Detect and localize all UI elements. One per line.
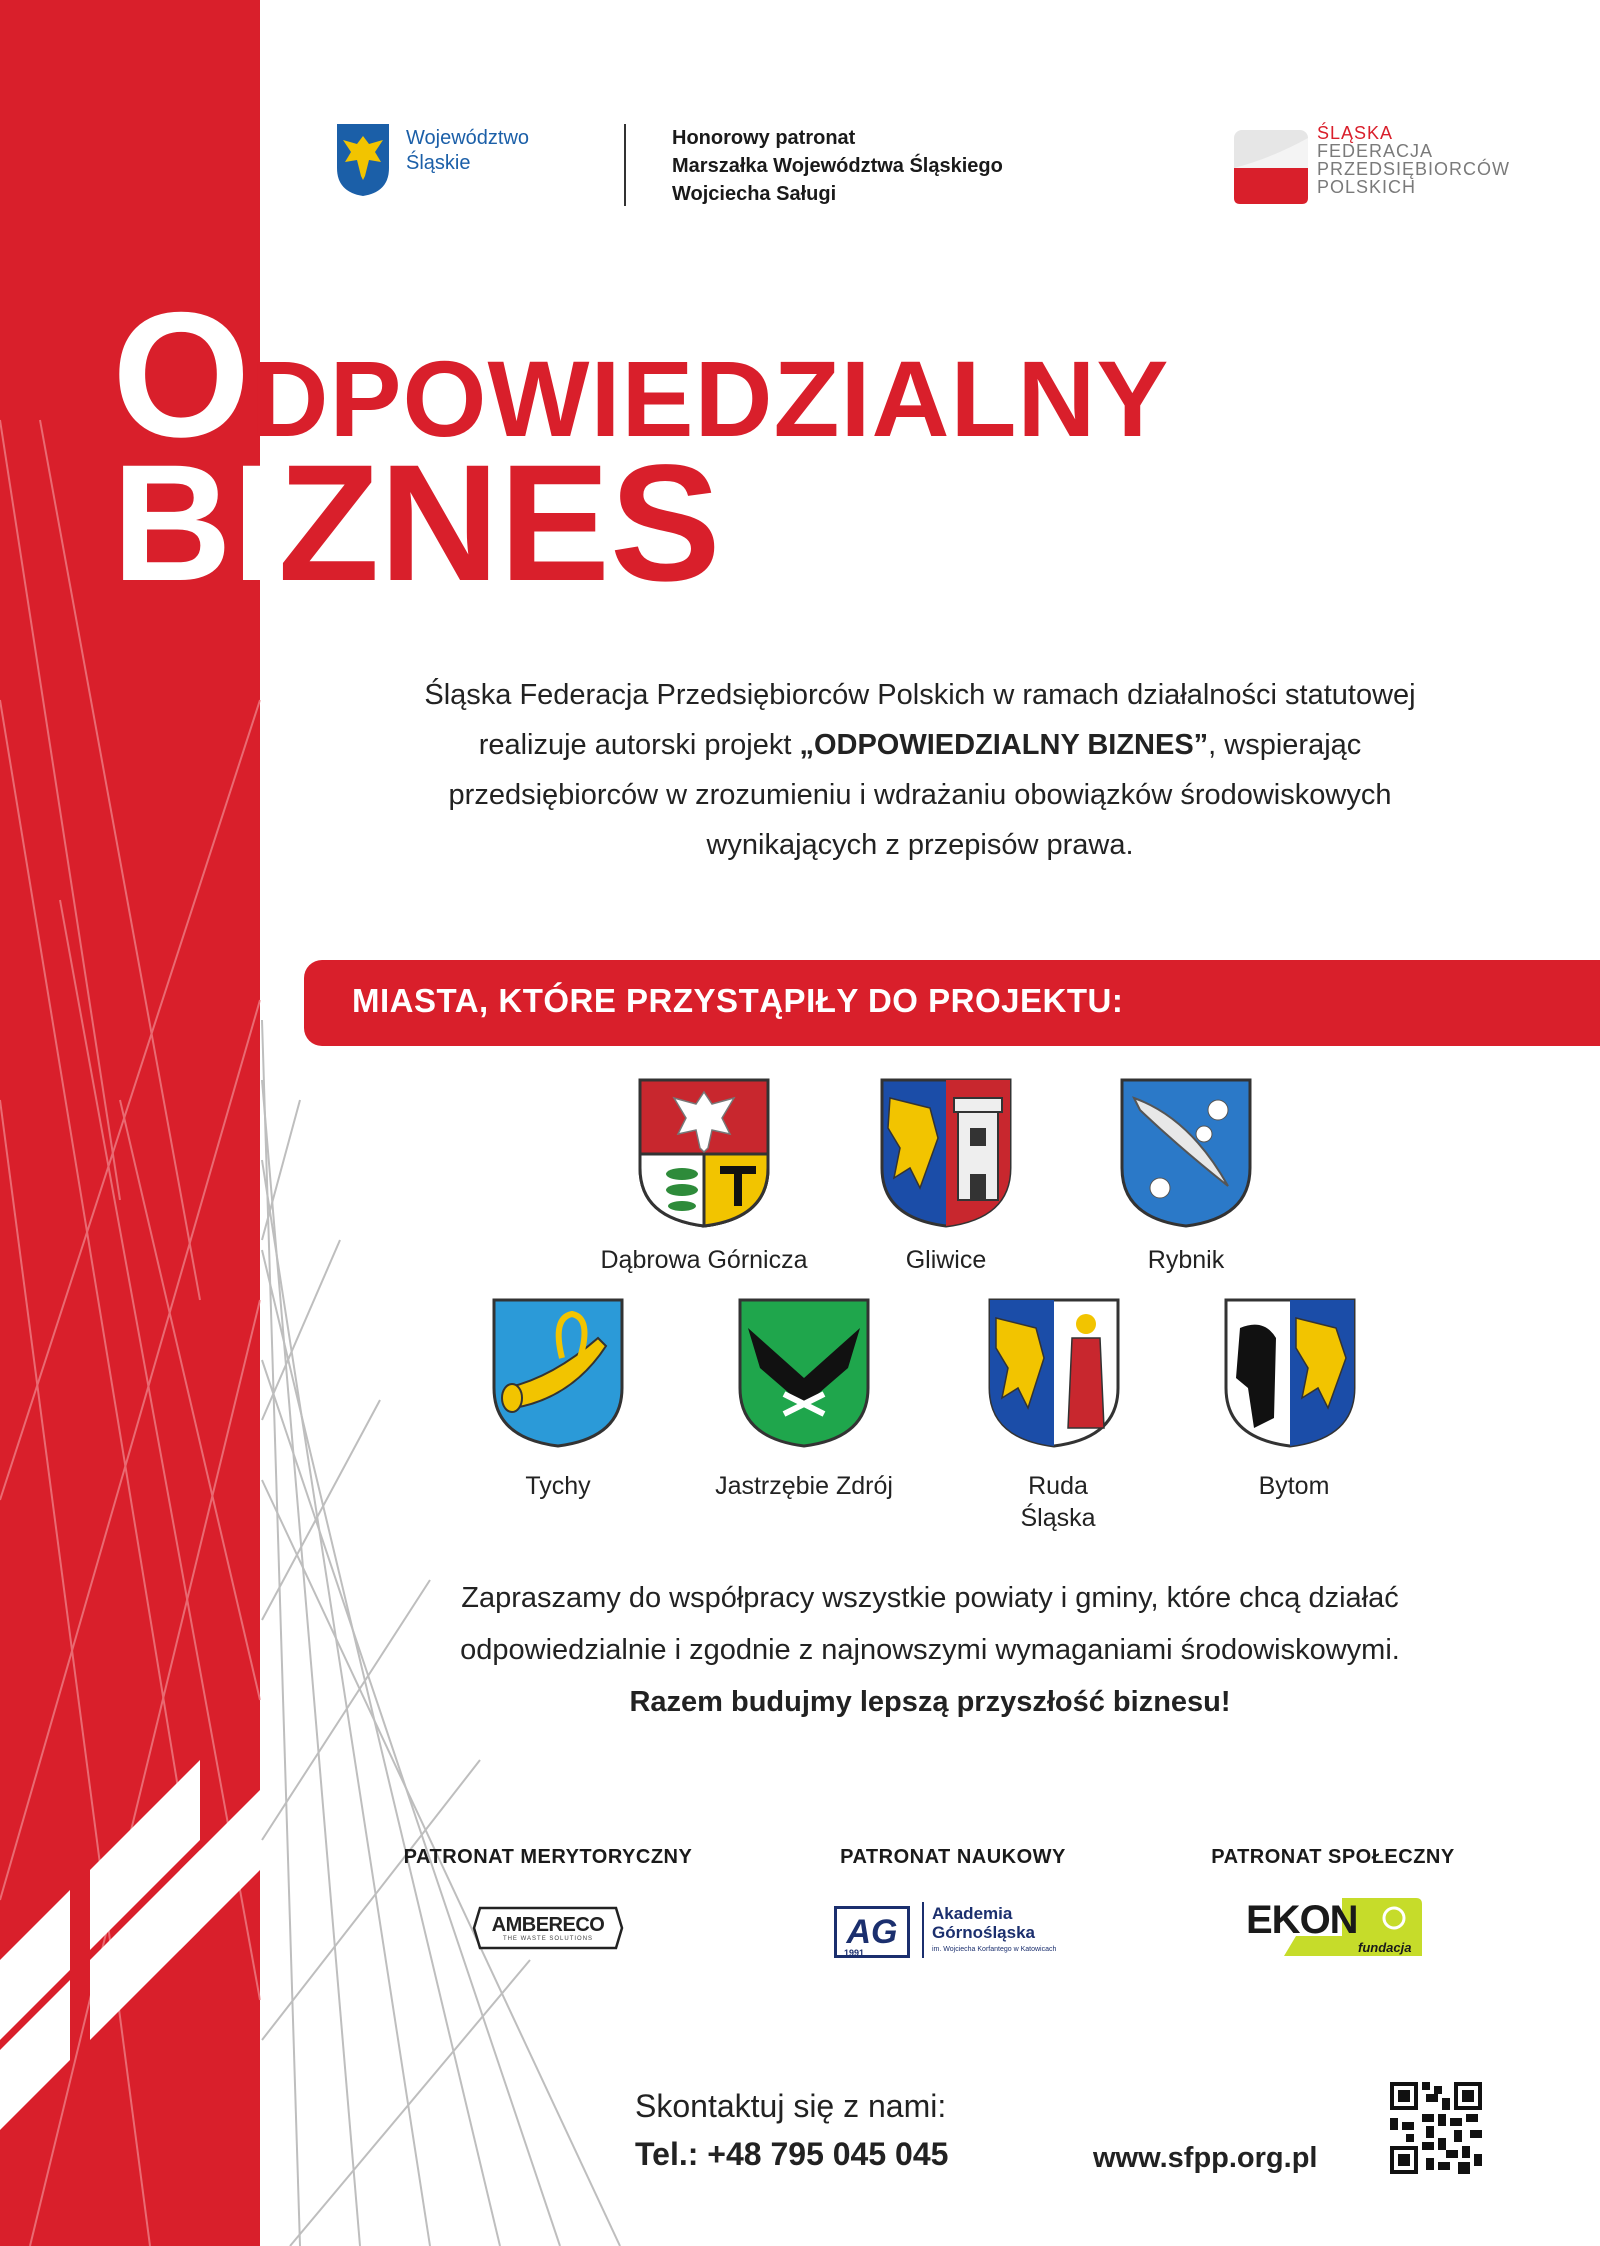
city-label-gliwice: Gliwice <box>905 1246 987 1274</box>
contact-phone[interactable]: Tel.: +48 795 045 045 <box>635 2136 949 2172</box>
jastrzebie-zdroj-crest-icon <box>738 1298 870 1448</box>
patron-title-naukowy: PATRONAT NAUKOWY <box>840 1846 1066 1868</box>
gliwice-crest-icon <box>880 1078 1012 1228</box>
logo-divider <box>922 1902 924 1958</box>
closing-paragraph: Zapraszamy do współpracy wszystkie powiaty i gminy, które chcą działać odpowiedzialnie i zgodnie z najnowszymi wymaganiami środowiskowymi. Razem budujmy lepszą przyszłość biznesu! <box>340 1572 1520 1728</box>
honorary-patronage-text: Honorowy patronat Marszałka Województwa Śląskiego Wojciecha Saługi <box>672 127 1003 205</box>
city-label-dabrowa-gornicza: Dąbrowa Górnicza <box>600 1246 808 1274</box>
patron-title-spoleczny: PATRONAT SPOŁECZNY <box>1211 1846 1455 1868</box>
city-label-ruda-slaska: Ruda Śląska <box>1020 1472 1096 1532</box>
ambereco-logo: AMBERECO THE WASTE SOLUTIONS <box>472 1904 624 1952</box>
sfpp-name: ŚLĄSKA FEDERACJA PRZEDSIĘBIORCÓW POLSKICH <box>1317 123 1511 197</box>
sfpp-logo-icon <box>1232 128 1310 206</box>
main-title <box>112 275 1170 616</box>
closing-call-to-action: Razem budujmy lepszą przyszłość biznesu! <box>629 1686 1231 1718</box>
silesian-coat-of-arms-icon <box>335 122 391 198</box>
patron-title-merytoryczny: PATRONAT MERYTORYCZNY <box>403 1846 693 1868</box>
ruda-slaska-crest-icon <box>988 1298 1120 1448</box>
ekon-fundacja-logo: EKON fundacja <box>1244 1896 1424 1960</box>
city-label-tychy: Tychy <box>525 1472 591 1500</box>
city-label-rybnik: Rybnik <box>1147 1246 1225 1274</box>
title-line2-white: BI <box>112 431 278 616</box>
rybnik-crest-icon <box>1120 1078 1252 1228</box>
tychy-crest-icon <box>492 1298 624 1448</box>
header-divider <box>624 124 626 206</box>
website-link[interactable]: www.sfpp.org.pl <box>1093 2142 1318 2174</box>
title-line1-rest: DPOWIEDZIALNY <box>250 338 1170 459</box>
title-line2-red: ZNES <box>278 431 721 616</box>
cities-heading: MIASTA, KTÓRE PRZYSTĄPIŁY DO PROJEKTU: <box>352 982 1124 1019</box>
akademia-gornoslaska-logo: AG 1991 Akademia Górnośląska im. Wojciecha Korfantego w Katowicach <box>834 1898 1074 1964</box>
title-first-letter: O <box>112 275 251 474</box>
white-stripe-shapes <box>0 1760 260 2130</box>
qr-code-icon[interactable] <box>1390 2082 1482 2174</box>
contact-label: Skontaktuj się z nami: <box>635 2088 947 2124</box>
city-label-jastrzebie-zdroj: Jastrzębie Zdrój <box>715 1472 893 1500</box>
bytom-crest-icon <box>1224 1298 1356 1448</box>
intro-paragraph: Śląska Federacja Przedsiębiorców Polskich w ramach działalności statutowej realizuje autorski projekt „ODPOWIEDZIALNY BIZNES”, wspierając przedsiębiorców w zrozumieniu i wdrażaniu obowiązków środowiskowych wynikających z przepisów prawa. <box>424 679 1416 861</box>
city-label-bytom: Bytom <box>1258 1472 1330 1500</box>
dabrowa-gornicza-crest-icon <box>638 1078 770 1228</box>
region-name: Województwo Śląskie <box>406 127 530 174</box>
